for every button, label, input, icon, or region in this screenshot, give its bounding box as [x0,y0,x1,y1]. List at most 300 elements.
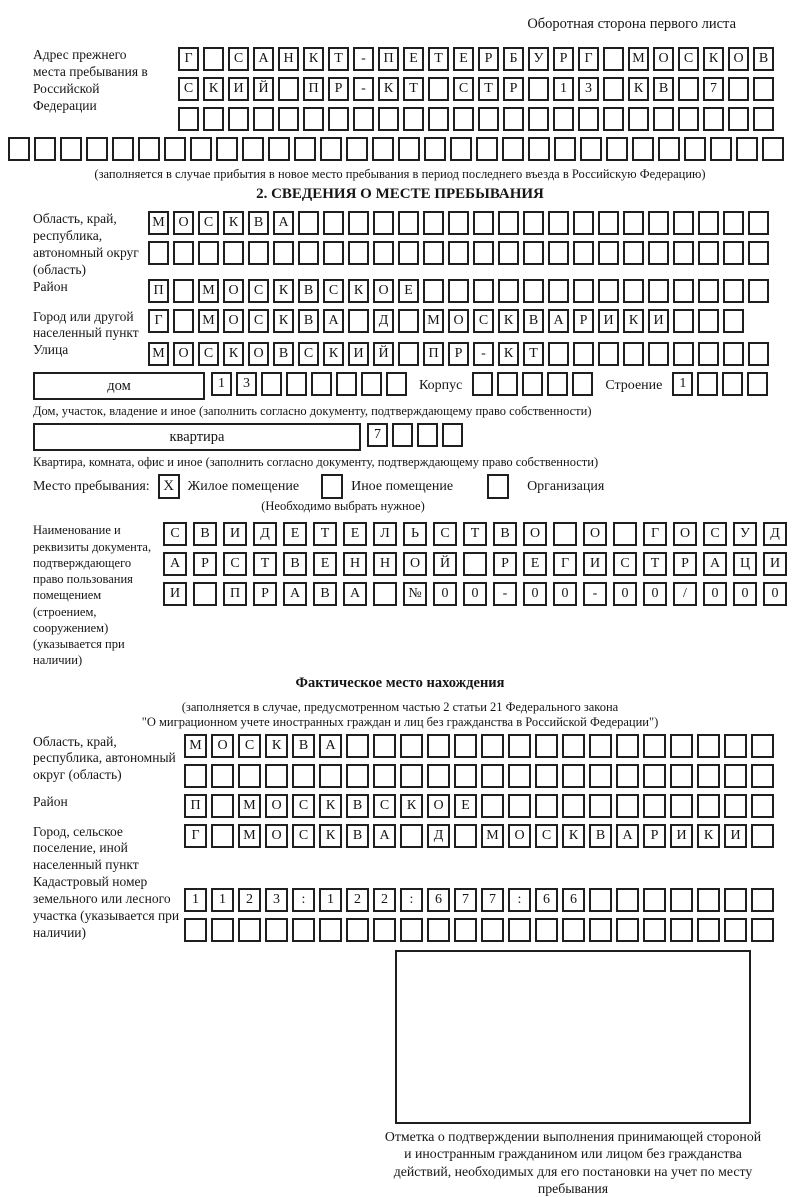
char-cell[interactable] [273,241,294,265]
char-cell[interactable] [751,824,774,848]
char-cell[interactable]: А [253,47,274,71]
char-cell[interactable] [623,211,644,235]
char-cell[interactable]: О [248,342,269,366]
char-cell[interactable]: К [319,794,342,818]
char-cell[interactable] [294,137,316,161]
char-cell[interactable] [319,918,342,942]
char-cell[interactable] [528,137,550,161]
char-cell[interactable]: А [319,734,342,758]
char-cell[interactable]: В [248,211,269,235]
char-cell[interactable] [697,794,720,818]
char-cell[interactable] [336,372,357,396]
char-cell[interactable]: Р [448,342,469,366]
char-cell[interactable]: 1 [211,372,232,396]
char-cell[interactable]: А [283,582,307,606]
char-cell[interactable]: Г [178,47,199,71]
char-cell[interactable]: : [292,888,315,912]
char-cell[interactable] [311,372,332,396]
char-cell[interactable] [248,241,269,265]
char-cell[interactable]: В [589,824,612,848]
char-cell[interactable]: - [583,582,607,606]
char-cell[interactable] [373,211,394,235]
char-cell[interactable] [673,309,694,333]
char-cell[interactable] [372,137,394,161]
char-cell[interactable] [572,372,593,396]
char-cell[interactable]: К [303,47,324,71]
char-cell[interactable] [753,77,774,101]
char-cell[interactable]: Д [373,309,394,333]
char-cell[interactable] [348,241,369,265]
char-cell[interactable] [392,423,413,447]
char-cell[interactable] [751,764,774,788]
char-cell[interactable] [598,279,619,303]
char-cell[interactable] [632,137,654,161]
char-cell[interactable] [278,107,299,131]
char-cell[interactable] [535,918,558,942]
char-cell[interactable] [328,107,349,131]
char-cell[interactable]: 3 [578,77,599,101]
char-cell[interactable] [643,734,666,758]
char-cell[interactable]: В [283,552,307,576]
char-cell[interactable]: К [223,211,244,235]
char-cell[interactable] [673,279,694,303]
char-cell[interactable] [398,309,419,333]
char-cell[interactable]: О [265,824,288,848]
char-cell[interactable] [670,918,693,942]
char-cell[interactable]: Л [373,522,397,546]
char-cell[interactable]: Е [453,47,474,71]
char-cell[interactable]: М [184,734,207,758]
char-cell[interactable] [481,794,504,818]
char-cell[interactable] [724,794,747,818]
char-cell[interactable] [184,764,207,788]
char-cell[interactable]: С [703,522,727,546]
char-cell[interactable] [723,309,744,333]
char-cell[interactable] [211,918,234,942]
char-cell[interactable]: 0 [613,582,637,606]
char-cell[interactable]: 0 [643,582,667,606]
char-cell[interactable] [751,794,774,818]
char-cell[interactable] [548,241,569,265]
char-cell[interactable] [751,888,774,912]
char-cell[interactable] [698,309,719,333]
char-cell[interactable]: Й [253,77,274,101]
char-cell[interactable]: К [623,309,644,333]
char-cell[interactable]: И [348,342,369,366]
char-cell[interactable]: 1 [184,888,207,912]
char-cell[interactable]: В [313,582,337,606]
char-cell[interactable]: О [673,522,697,546]
char-cell[interactable] [573,241,594,265]
char-cell[interactable] [60,137,82,161]
char-cell[interactable] [548,211,569,235]
char-cell[interactable] [697,764,720,788]
char-cell[interactable]: Е [343,522,367,546]
char-cell[interactable] [423,211,444,235]
char-cell[interactable] [476,137,498,161]
char-cell[interactable] [428,107,449,131]
char-cell[interactable] [698,241,719,265]
char-cell[interactable] [242,137,264,161]
char-cell[interactable] [298,241,319,265]
char-cell[interactable] [573,279,594,303]
char-cell[interactable] [648,211,669,235]
char-cell[interactable]: С [613,552,637,576]
char-cell[interactable] [603,107,624,131]
char-cell[interactable] [498,279,519,303]
char-cell[interactable] [292,918,315,942]
char-cell[interactable] [535,764,558,788]
char-cell[interactable]: Б [503,47,524,71]
char-cell[interactable]: С [238,734,261,758]
char-cell[interactable] [589,918,612,942]
char-cell[interactable] [373,764,396,788]
char-cell[interactable] [268,137,290,161]
char-cell[interactable]: И [598,309,619,333]
char-cell[interactable] [670,794,693,818]
char-cell[interactable]: П [184,794,207,818]
char-cell[interactable]: 6 [562,888,585,912]
char-cell[interactable]: 0 [433,582,457,606]
char-cell[interactable] [346,764,369,788]
char-cell[interactable]: 7 [481,888,504,912]
char-cell[interactable]: М [148,211,169,235]
char-cell[interactable]: 3 [236,372,257,396]
char-cell[interactable]: / [673,582,697,606]
char-cell[interactable] [497,372,518,396]
char-cell[interactable]: О [403,552,427,576]
char-cell[interactable]: К [319,824,342,848]
char-cell[interactable]: М [198,279,219,303]
char-cell[interactable]: И [724,824,747,848]
char-cell[interactable] [736,137,758,161]
char-cell[interactable]: Р [673,552,697,576]
char-cell[interactable]: А [323,309,344,333]
char-cell[interactable]: : [508,888,531,912]
char-cell[interactable] [400,824,423,848]
char-cell[interactable] [173,309,194,333]
char-cell[interactable]: Д [427,824,450,848]
char-cell[interactable] [378,107,399,131]
char-cell[interactable]: Т [253,552,277,576]
char-cell[interactable] [403,107,424,131]
char-cell[interactable]: О [508,824,531,848]
char-cell[interactable]: М [628,47,649,71]
char-cell[interactable] [173,241,194,265]
char-cell[interactable]: Г [643,522,667,546]
char-cell[interactable]: С [228,47,249,71]
char-cell[interactable] [398,241,419,265]
char-cell[interactable] [589,888,612,912]
char-cell[interactable] [286,372,307,396]
char-cell[interactable]: Й [373,342,394,366]
char-cell[interactable] [616,734,639,758]
char-cell[interactable] [523,211,544,235]
char-cell[interactable] [473,211,494,235]
char-cell[interactable] [698,211,719,235]
char-cell[interactable]: О [173,211,194,235]
char-cell[interactable]: К [498,309,519,333]
char-cell[interactable] [553,522,577,546]
char-cell[interactable] [223,241,244,265]
char-cell[interactable] [498,241,519,265]
char-cell[interactable]: К [265,734,288,758]
char-cell[interactable]: Н [373,552,397,576]
char-cell[interactable]: Т [428,47,449,71]
char-cell[interactable] [589,734,612,758]
char-cell[interactable] [528,107,549,131]
char-cell[interactable] [678,77,699,101]
char-cell[interactable]: - [473,342,494,366]
char-cell[interactable] [398,211,419,235]
char-cell[interactable] [238,918,261,942]
char-cell[interactable]: С [535,824,558,848]
char-cell[interactable]: Р [553,47,574,71]
char-cell[interactable]: Д [763,522,787,546]
char-cell[interactable] [86,137,108,161]
char-cell[interactable] [303,107,324,131]
char-cell[interactable] [670,888,693,912]
char-cell[interactable] [697,918,720,942]
char-cell[interactable]: 6 [535,888,558,912]
char-cell[interactable] [478,107,499,131]
char-cell[interactable]: А [703,552,727,576]
char-cell[interactable]: Е [523,552,547,576]
char-cell[interactable] [508,918,531,942]
char-cell[interactable] [748,211,769,235]
char-cell[interactable]: И [583,552,607,576]
char-cell[interactable]: И [670,824,693,848]
char-cell[interactable] [198,241,219,265]
char-cell[interactable] [603,77,624,101]
char-cell[interactable] [503,107,524,131]
char-cell[interactable] [508,794,531,818]
char-cell[interactable]: 7 [454,888,477,912]
char-cell[interactable] [613,522,637,546]
char-cell[interactable] [623,279,644,303]
char-cell[interactable] [346,734,369,758]
char-cell[interactable]: Н [343,552,367,576]
char-cell[interactable] [578,107,599,131]
char-cell[interactable] [523,279,544,303]
char-cell[interactable]: О [583,522,607,546]
char-cell[interactable] [553,107,574,131]
char-cell[interactable]: Е [398,279,419,303]
char-cell[interactable] [562,794,585,818]
char-cell[interactable] [697,372,718,396]
char-cell[interactable] [398,342,419,366]
char-cell[interactable] [673,241,694,265]
char-cell[interactable] [748,279,769,303]
char-cell[interactable] [751,918,774,942]
char-cell[interactable]: 0 [703,582,727,606]
char-cell[interactable] [423,241,444,265]
char-cell[interactable]: Т [643,552,667,576]
char-cell[interactable]: П [378,47,399,71]
char-cell[interactable]: В [292,734,315,758]
char-cell[interactable] [723,241,744,265]
char-cell[interactable] [502,137,524,161]
char-cell[interactable]: О [728,47,749,71]
char-cell[interactable]: С [433,522,457,546]
char-cell[interactable]: С [473,309,494,333]
char-cell[interactable] [728,77,749,101]
char-cell[interactable] [698,279,719,303]
char-cell[interactable] [278,77,299,101]
char-cell[interactable] [678,107,699,131]
char-cell[interactable] [211,794,234,818]
char-cell[interactable] [722,372,743,396]
char-cell[interactable] [348,211,369,235]
char-cell[interactable]: И [648,309,669,333]
char-cell[interactable]: О [653,47,674,71]
char-cell[interactable] [724,764,747,788]
char-cell[interactable] [193,582,217,606]
char-cell[interactable]: 1 [319,888,342,912]
char-cell[interactable]: Т [403,77,424,101]
char-cell[interactable]: Р [193,552,217,576]
char-cell[interactable]: И [763,552,787,576]
char-cell[interactable]: Т [478,77,499,101]
char-cell[interactable]: Е [313,552,337,576]
char-cell[interactable]: 0 [523,582,547,606]
char-cell[interactable] [361,372,382,396]
char-cell[interactable] [211,764,234,788]
char-cell[interactable] [373,241,394,265]
char-cell[interactable] [673,342,694,366]
char-cell[interactable] [603,47,624,71]
char-cell[interactable] [498,211,519,235]
char-cell[interactable] [535,794,558,818]
char-cell[interactable]: К [348,279,369,303]
char-cell[interactable] [427,918,450,942]
char-cell[interactable]: Р [493,552,517,576]
char-cell[interactable]: А [548,309,569,333]
char-cell[interactable]: М [148,342,169,366]
char-cell[interactable]: Р [478,47,499,71]
stay-option-zhiloe-checkbox[interactable]: X [158,474,180,499]
char-cell[interactable] [453,107,474,131]
char-cell[interactable]: П [303,77,324,101]
char-cell[interactable]: Р [643,824,666,848]
char-cell[interactable] [265,764,288,788]
char-cell[interactable]: К [628,77,649,101]
char-cell[interactable] [400,734,423,758]
char-cell[interactable] [178,107,199,131]
char-cell[interactable]: Ц [733,552,757,576]
char-cell[interactable] [346,918,369,942]
char-cell[interactable] [253,107,274,131]
char-cell[interactable] [190,137,212,161]
char-cell[interactable] [562,764,585,788]
char-cell[interactable] [562,918,585,942]
char-cell[interactable] [473,241,494,265]
char-cell[interactable]: В [753,47,774,71]
char-cell[interactable]: П [223,582,247,606]
char-cell[interactable] [528,77,549,101]
char-cell[interactable]: Т [523,342,544,366]
char-cell[interactable]: Т [313,522,337,546]
char-cell[interactable]: К [562,824,585,848]
char-cell[interactable]: А [373,824,396,848]
char-cell[interactable]: С [298,342,319,366]
char-cell[interactable]: С [292,794,315,818]
char-cell[interactable]: : [400,888,423,912]
char-cell[interactable] [748,241,769,265]
char-cell[interactable] [723,279,744,303]
char-cell[interactable]: 1 [672,372,693,396]
char-cell[interactable]: С [223,552,247,576]
char-cell[interactable]: Г [578,47,599,71]
char-cell[interactable] [454,764,477,788]
char-cell[interactable] [203,107,224,131]
char-cell[interactable] [684,137,706,161]
char-cell[interactable] [323,241,344,265]
char-cell[interactable] [698,342,719,366]
char-cell[interactable] [523,241,544,265]
char-cell[interactable] [298,211,319,235]
char-cell[interactable] [606,137,628,161]
char-cell[interactable] [442,423,463,447]
char-cell[interactable] [616,794,639,818]
char-cell[interactable]: С [292,824,315,848]
char-cell[interactable] [643,918,666,942]
char-cell[interactable] [427,734,450,758]
char-cell[interactable] [164,137,186,161]
char-cell[interactable] [323,211,344,235]
char-cell[interactable]: О [373,279,394,303]
char-cell[interactable]: Ь [403,522,427,546]
char-cell[interactable]: А [273,211,294,235]
char-cell[interactable]: И [223,522,247,546]
char-cell[interactable]: 6 [427,888,450,912]
char-cell[interactable] [353,107,374,131]
char-cell[interactable]: К [703,47,724,71]
char-cell[interactable] [748,342,769,366]
char-cell[interactable] [751,734,774,758]
char-cell[interactable]: 7 [367,423,388,447]
char-cell[interactable] [34,137,56,161]
char-cell[interactable]: М [198,309,219,333]
char-cell[interactable]: М [238,794,261,818]
char-cell[interactable]: А [163,552,187,576]
char-cell[interactable] [427,764,450,788]
char-cell[interactable] [454,918,477,942]
char-cell[interactable] [724,734,747,758]
char-cell[interactable] [522,372,543,396]
char-cell[interactable]: У [733,522,757,546]
char-cell[interactable] [753,107,774,131]
char-cell[interactable] [373,734,396,758]
char-cell[interactable]: И [163,582,187,606]
char-cell[interactable]: 3 [265,888,288,912]
char-cell[interactable]: К [400,794,423,818]
char-cell[interactable] [424,137,446,161]
char-cell[interactable]: № [403,582,427,606]
char-cell[interactable]: - [493,582,517,606]
char-cell[interactable]: С [178,77,199,101]
char-cell[interactable]: М [423,309,444,333]
char-cell[interactable] [448,211,469,235]
char-cell[interactable]: У [528,47,549,71]
char-cell[interactable] [598,211,619,235]
char-cell[interactable] [148,241,169,265]
char-cell[interactable] [454,824,477,848]
char-cell[interactable] [373,582,397,606]
char-cell[interactable] [348,309,369,333]
char-cell[interactable]: Р [503,77,524,101]
char-cell[interactable] [670,764,693,788]
